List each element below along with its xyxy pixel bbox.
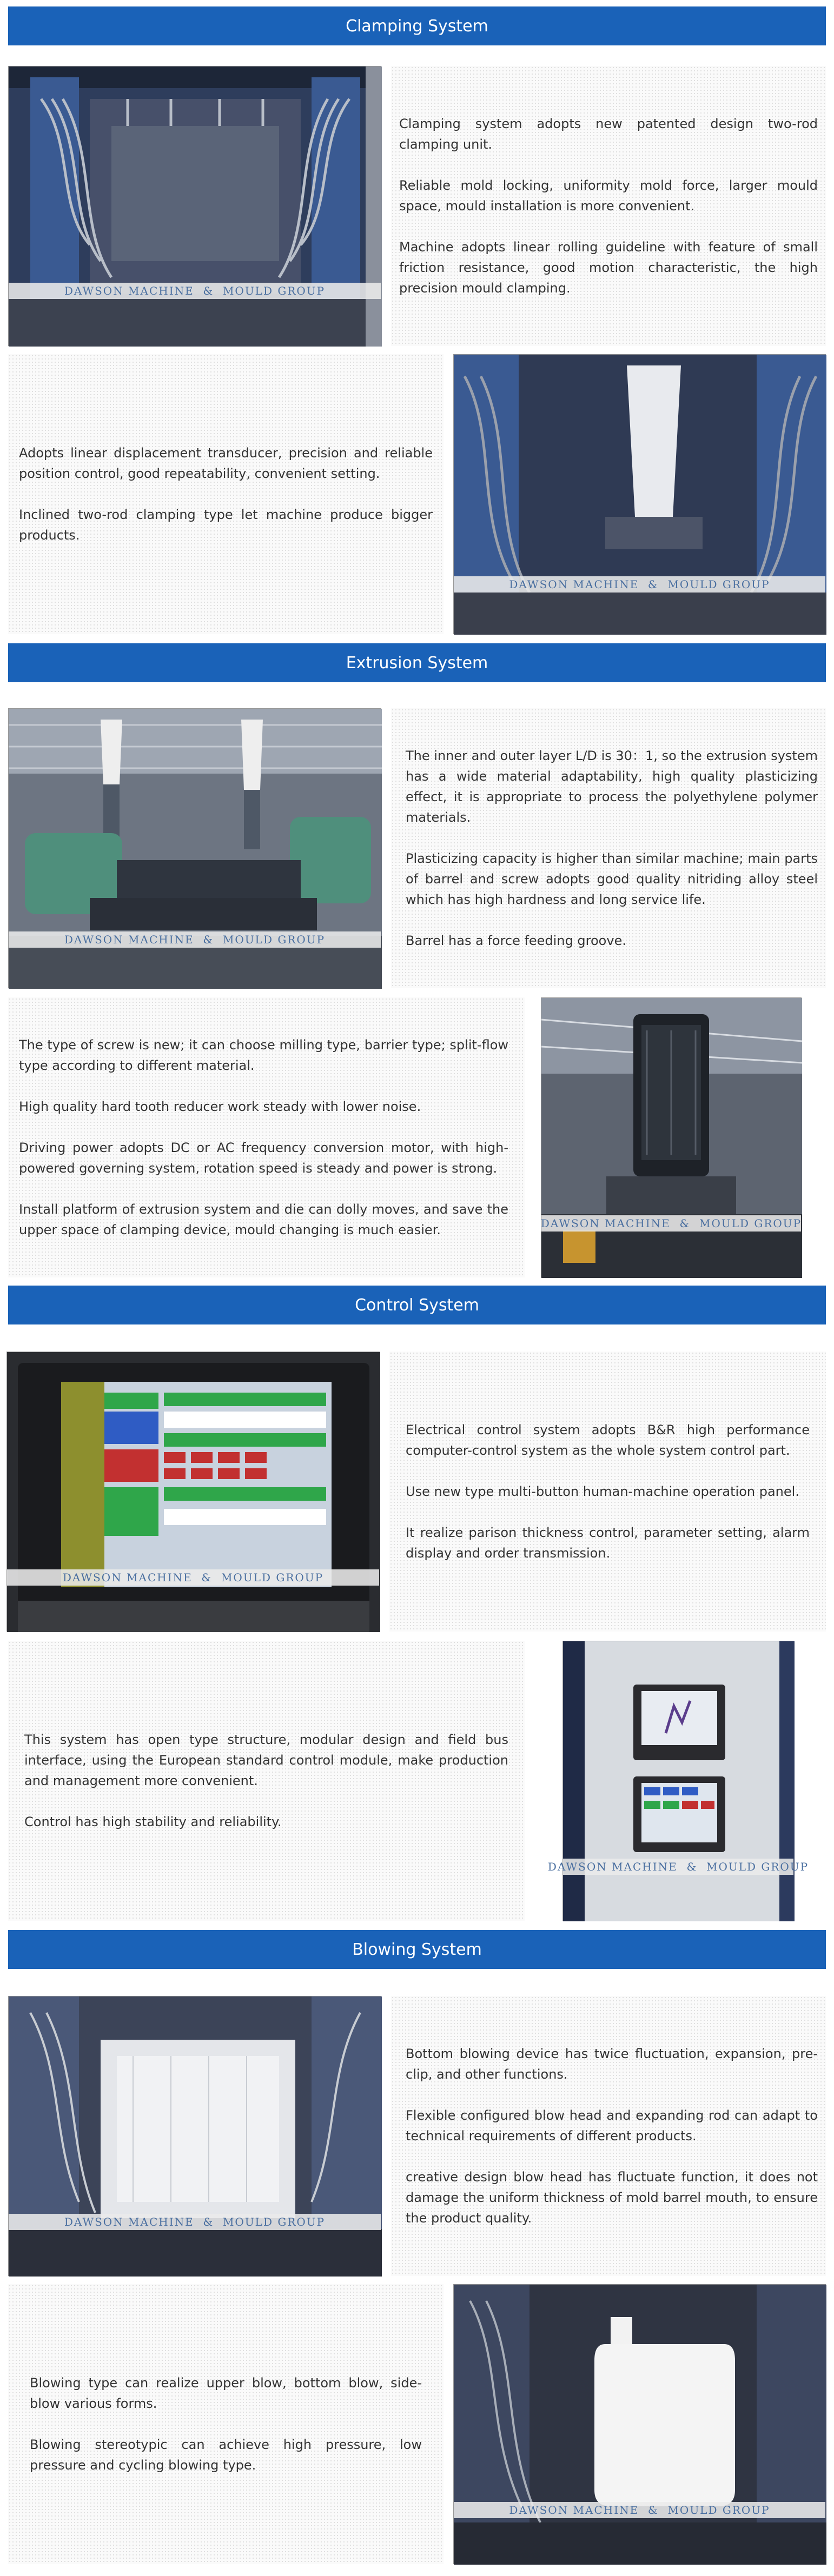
blowing-feature-text: Blowing stereotypic can achieve high pressure, low pressure and cycling blowing type. (30, 2437, 422, 2473)
clamping-feature-text: Machine adopts linear rolling guideline with feature of small friction resistance, good motion characteristic, the high precision mould clamping. (399, 239, 818, 296)
clamping-section-header (8, 6, 826, 45)
extruder-photo-watermark: DAWSON MACHINE & MOULD GROUP (9, 931, 381, 948)
control-cabinet-photo-watermark: DAWSON MACHINE & MOULD GROUP (563, 1859, 793, 1875)
extrusion-feature-text: The type of screw is new; it can choose milling type, barrier type; split-flow type according to different material. (19, 1037, 508, 1073)
blowing-text-panel-1 (391, 1996, 826, 2276)
blowing-feature-text: Blowing type can realize upper blow, bottom blow, side-blow various forms. (30, 2375, 422, 2411)
clamping-feature-text: Inclined two-rod clamping type let machine produce bigger products. (19, 507, 433, 543)
extrusion-die-photo (541, 997, 802, 1277)
clamping-product-photo (453, 354, 826, 634)
control-text-panel-2 (8, 1641, 525, 1921)
clamping-text-panel-1 (391, 66, 826, 346)
extrusion-die-photo-watermark: DAWSON MACHINE & MOULD GROUP (541, 1215, 801, 1232)
blowing-section-header (8, 1930, 826, 1969)
control-feature-text: This system has open type structure, modular design and field bus interface, using the European standard control module, make production and management more convenient. (24, 1732, 508, 1788)
blowing-product-photo (453, 2284, 826, 2564)
control-feature-text: It realize parison thickness control, parameter setting, alarm display and order transmission. (406, 1525, 810, 1561)
blowing-text-panel-2 (8, 2284, 444, 2564)
extrusion-section-title: Extrusion System (346, 653, 488, 673)
clamping-unit-photo-watermark: DAWSON MACHINE & MOULD GROUP (9, 283, 381, 299)
clamping-unit-photo (8, 66, 381, 346)
blowing-unit-photo (8, 1996, 381, 2276)
control-text-panel-1 (389, 1352, 826, 1632)
extrusion-section-header (8, 643, 826, 682)
clamping-text-panel-2 (8, 354, 444, 634)
blowing-section-title: Blowing System (352, 1940, 482, 1959)
extrusion-text-panel-1 (391, 708, 826, 988)
extrusion-feature-text: Install platform of extrusion system and die can dolly moves, and save the upper space of clamping device, mould changing is much easier. (19, 1202, 508, 1237)
blowing-feature-text: Bottom blowing device has twice fluctuation, expansion, pre-clip, and other functions. (406, 2046, 818, 2082)
control-section-title: Control System (355, 1295, 479, 1315)
control-screen-photo (6, 1352, 380, 1632)
extrusion-feature-text: Driving power adopts DC or AC frequency conversion motor, with high-powered governing system, rotation speed is steady and power is strong. (19, 1140, 508, 1176)
control-feature-text: Control has high stability and reliability. (24, 1814, 282, 1829)
control-feature-text: Electrical control system adopts B&R high performance computer-control system as the whole system control part. (406, 1422, 810, 1458)
extruder-photo (8, 708, 381, 988)
control-section-header (8, 1286, 826, 1324)
blowing-unit-photo-watermark: DAWSON MACHINE & MOULD GROUP (9, 2214, 381, 2230)
control-feature-text: Use new type multi-button human-machine operation panel. (406, 1484, 799, 1499)
clamping-feature-text: Adopts linear displacement transducer, precision and reliable position control, good repeatability, convenient setting. (19, 445, 433, 481)
clamping-feature-text: Reliable mold locking, uniformity mold force, larger mould space, mould installation is more convenient. (399, 178, 818, 214)
extrusion-feature-text: The inner and outer layer L/D is 30：1, so the extrusion system has a wide material adaptability, high quality plasticizing effect, it is appropriate to process the polyethylene polymer materials. (406, 748, 818, 825)
clamping-product-photo-watermark: DAWSON MACHINE & MOULD GROUP (454, 576, 825, 593)
extrusion-feature-text: Plasticizing capacity is higher than similar machine; main parts of barrel and screw adopts good quality nitriding alloy steel which has high hardness and long service life. (406, 851, 818, 907)
blowing-feature-text: Flexible configured blow head and expanding rod can adapt to technical requirements of different products. (406, 2108, 818, 2144)
extrusion-feature-text: Barrel has a force feeding groove. (406, 933, 626, 948)
control-cabinet-photo (547, 1641, 809, 1921)
extrusion-text-panel-2 (8, 997, 525, 1277)
blowing-product-photo-watermark: DAWSON MACHINE & MOULD GROUP (454, 2502, 825, 2518)
clamping-feature-text: Clamping system adopts new patented design two-rod clamping unit. (399, 116, 818, 152)
blowing-feature-text: creative design blow head has fluctuate function, it does not damage the uniform thickness of mold barrel mouth, to ensure the product quality. (406, 2169, 818, 2226)
clamping-section-title: Clamping System (346, 16, 488, 36)
extrusion-feature-text: High quality hard tooth reducer work steady with lower noise. (19, 1099, 421, 1114)
control-screen-photo-watermark: DAWSON MACHINE & MOULD GROUP (7, 1569, 379, 1586)
